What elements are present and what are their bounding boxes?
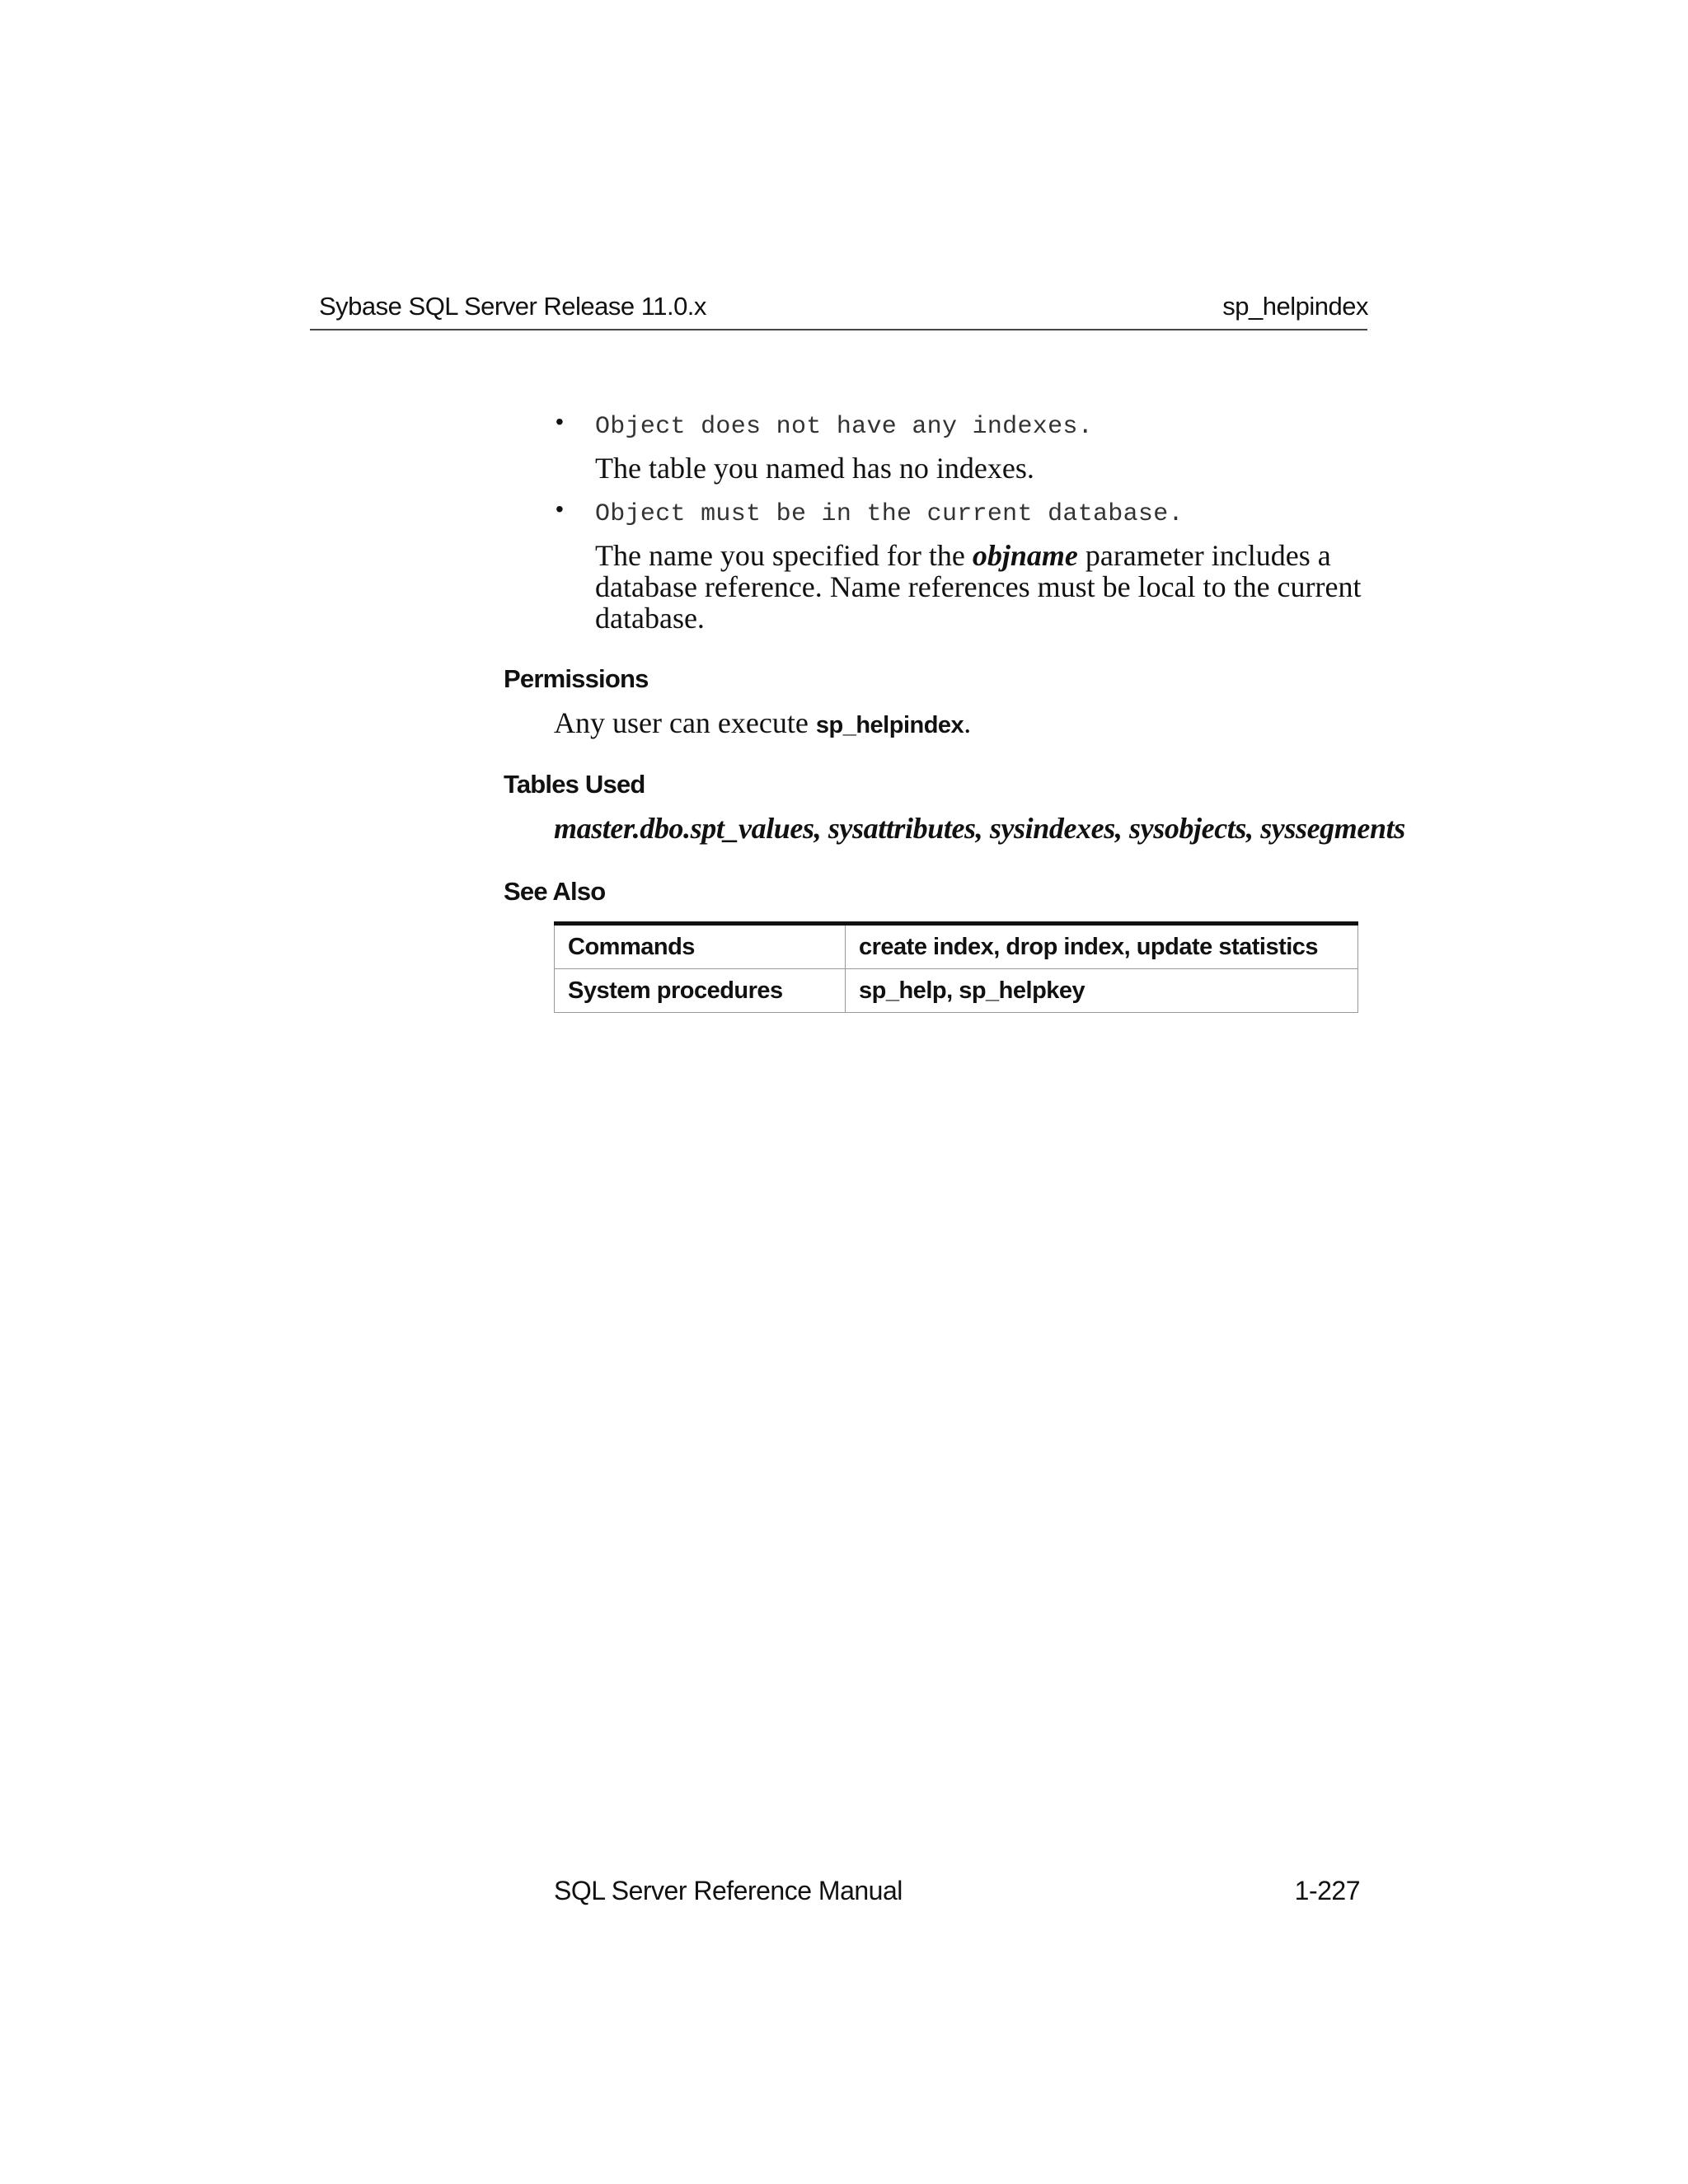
bullet-2: • [556,496,564,522]
permissions-text-before: Any user can execute [554,706,816,739]
see-also-category: System procedures [555,969,846,1013]
tables-used-list: master.dbo.spt_values, sysattributes, sysindexes, sysobjects, syssegments [554,812,1405,845]
message-2-description [595,540,1370,634]
page-number: 1-227 [1294,1876,1360,1905]
see-also-table [554,921,1358,1013]
see-also-items: create index, drop index, update statistics [846,924,1358,969]
message-1-code: Object does not have any indexes. [595,413,1093,441]
tables-used-heading: Tables Used [504,770,645,799]
table-row [555,924,1358,969]
message-2-code: Object must be in the current database. [595,500,1184,528]
footer-manual-title: SQL Server Reference Manual [554,1876,903,1905]
see-also-items: sp_help, sp_helpkey [846,969,1358,1013]
running-header-title: Sybase SQL Server Release 11.0.x [319,292,706,321]
message-2-text-after: parameter includes a database reference. Name references must be local to the current database. [595,539,1362,635]
see-also-category: Commands [555,924,846,969]
permissions-procedure: sp_helpindex [815,712,964,738]
header-rule [310,329,1367,330]
bullet-1: • [556,409,564,434]
permissions-heading: Permissions [504,664,649,693]
see-also-heading: See Also [504,877,606,906]
permissions-text-after: . [964,706,972,739]
message-1-description: The table you named has no indexes. [595,452,1034,485]
objname-parameter: objname [972,539,1078,572]
table-row [555,969,1358,1013]
permissions-text [554,706,971,742]
message-2-text-before: The name you specified for the [595,539,973,572]
running-header-topic: sp_helpindex [1222,292,1368,321]
